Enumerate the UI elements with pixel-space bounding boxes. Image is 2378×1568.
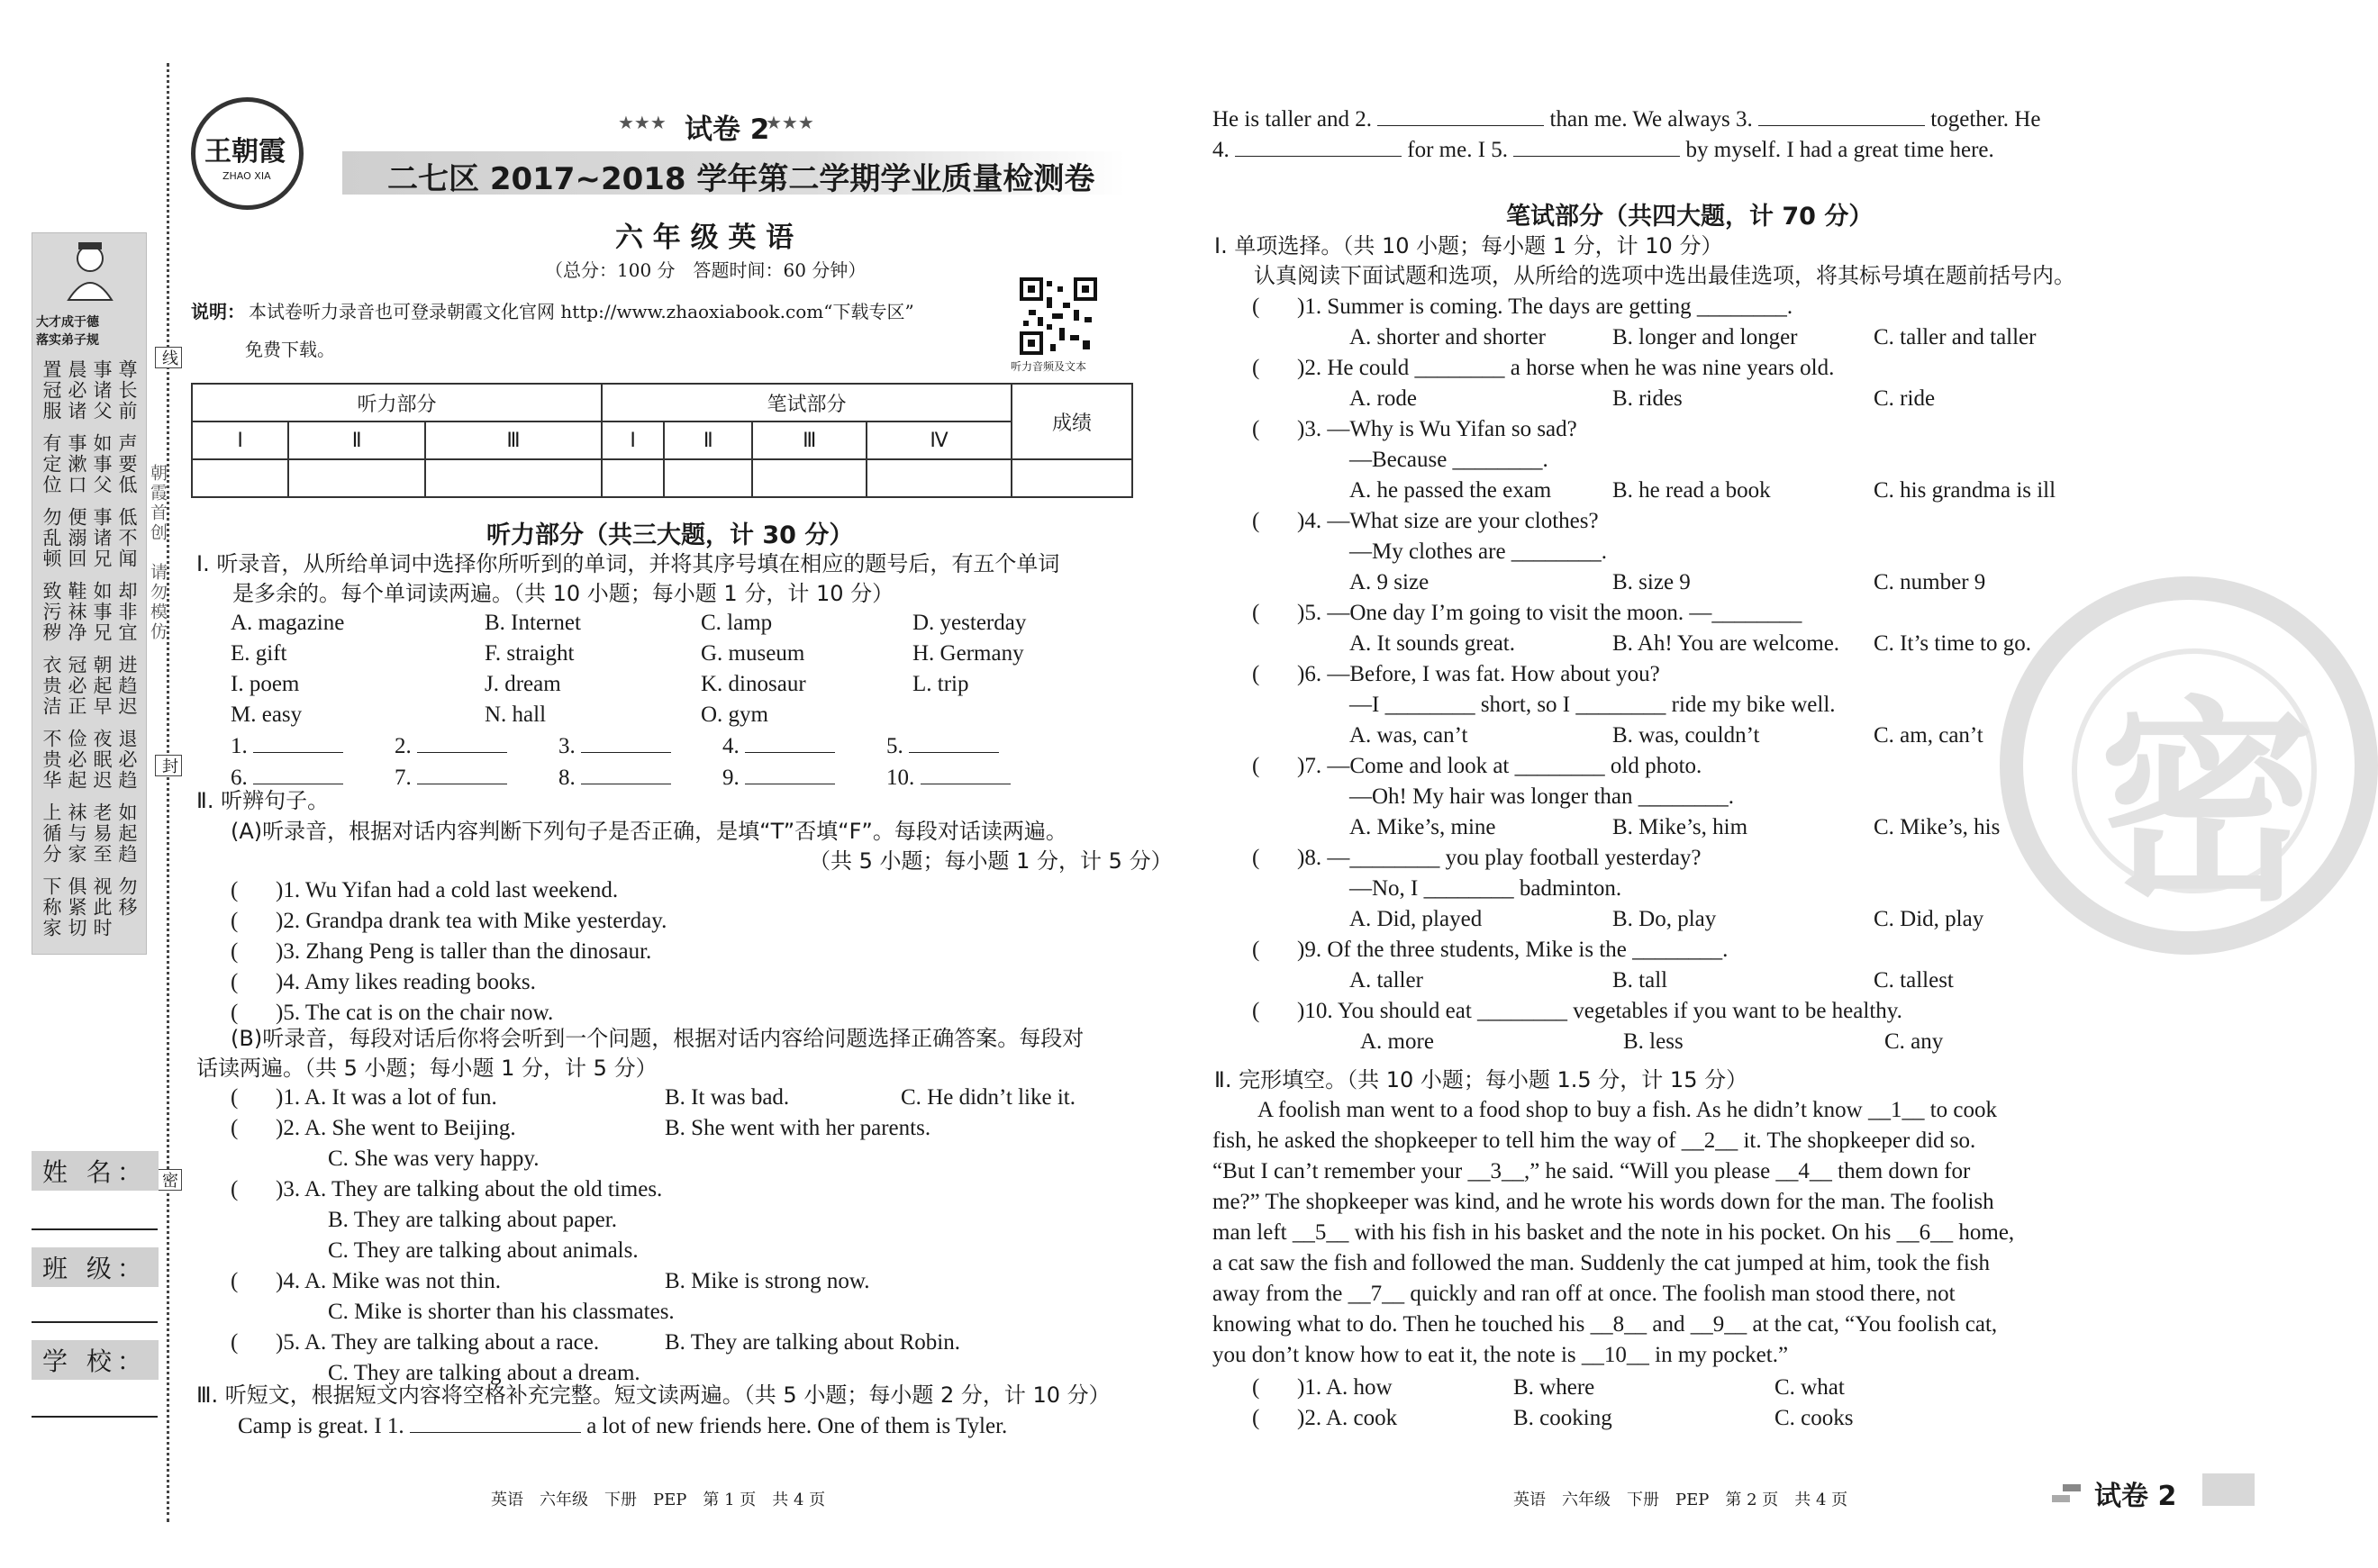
answer-paren[interactable]: ( [1252, 356, 1260, 380]
logo-subtext: ZHAO XIA [222, 170, 271, 182]
binding-dotted-line [167, 63, 169, 1522]
word-row [231, 700, 1131, 730]
mc-option: C. They are talking about a dream. [328, 1361, 640, 1385]
motto-column: 置冠服 [41, 359, 62, 421]
table-col-header: Ⅱ [288, 421, 425, 459]
passage-blank[interactable] [1513, 134, 1680, 157]
instruction: (B)听录音，每段对话后你将会听到一个问题，根据对话内容给问题选择正确答案。每段对 [231, 1026, 1085, 1051]
motto-column: 事诸父 [91, 359, 113, 421]
table-col-header: Ⅰ [602, 421, 664, 459]
word-option: B. Internet [485, 611, 581, 635]
choice-question: ( )6. —Before, I was fat. How about you? [1252, 659, 2171, 690]
name-label: 姓 名： [32, 1151, 159, 1191]
motto-column: 勿移 [116, 876, 138, 918]
motto-line: 落实弟子规 [36, 333, 99, 348]
score-cell[interactable] [1012, 459, 1132, 497]
motto-column: 俱紧切 [66, 876, 87, 938]
motto-column: 尊长前 [116, 359, 138, 421]
logo-text: 王朝霞 [204, 136, 286, 168]
motto-line: 大才成于德 [36, 315, 99, 330]
motto-column: 鞋袜净 [66, 581, 87, 643]
paper-tag-bottom: 试卷 2 [2094, 1481, 2177, 1512]
option-a[interactable]: A. was, can’t [1349, 723, 1468, 748]
option-b[interactable]: B. Ah! You are welcome. [1612, 631, 1840, 656]
subject-title: 六 年 级 英 语 [615, 222, 794, 254]
option-a[interactable]: A. It sounds great. [1349, 631, 1515, 656]
motto-panel [32, 232, 147, 955]
question-title: Ⅰ. 听录音，从所给单词中选择你所听到的单词，并将其序号填在相应的题号后，有五个单词 [196, 551, 1060, 576]
table-col-header: Ⅳ [867, 421, 1012, 459]
table-header-total: 成绩 [1012, 384, 1132, 459]
cloze-line: man left __5__ with his fish in his basket and the note in his pocket. On his __6__ home, [1212, 1220, 2015, 1245]
answer-blank[interactable]: 9. [722, 762, 886, 793]
choice-question-line: —Oh! My hair was longer than ________. [1349, 784, 1735, 809]
score-cell[interactable] [664, 459, 752, 497]
mc-option: B. They are talking about paper. [328, 1208, 617, 1232]
choice-options [1252, 904, 2171, 935]
motto-column: 事漱口 [66, 433, 87, 495]
question-title: Ⅱ. 听辨句子。 [196, 788, 330, 813]
mc-item: ( )1. A. It was a lot of fun. B. It was bad. C. He didn’t like it. [231, 1085, 1076, 1110]
table-col-header: Ⅱ [664, 421, 752, 459]
instruction: (A)听录音，根据对话内容判断下列句子是否正确，是填“T”否填“F”。每段对话读两遍。 [231, 819, 1067, 844]
choice-question: ( )8. —________ you play football yesterday? [1252, 843, 2171, 874]
cloze-line: you don’t know how to eat it, the note is __10__ in my pocket.” [1212, 1343, 1789, 1367]
school-field[interactable] [32, 1414, 158, 1418]
option-a[interactable]: )1. A. how [1297, 1375, 1393, 1400]
choice-options [1252, 384, 2171, 414]
option-b[interactable]: B. less [1623, 1029, 1684, 1054]
motto-column: 勿乱顿 [41, 507, 62, 569]
option-b[interactable]: B. tall [1612, 968, 1668, 992]
tf-item: ( )1. Wu Yifan had a cold last weekend. [231, 878, 619, 902]
motto-column: 袜与家 [66, 802, 87, 865]
choice-question: ( )10. You should eat ________ vegetables if you want to be healthy. [1252, 996, 2171, 1027]
answer-blank[interactable]: 2. [395, 730, 558, 762]
page-title: 二七区 2017~2018 学年第二学期学业质量检测卷 [387, 161, 1095, 197]
note-text-2: 免费下载。 [245, 339, 335, 360]
word-list [231, 608, 1131, 793]
writing-heading: 笔试部分（共四大题，计 70 分） [1506, 203, 1874, 231]
motto-columns [40, 359, 141, 945]
tf-item: ( )5. The cat is on the chair now. [231, 1001, 554, 1025]
cloze-choice [1252, 1403, 2171, 1434]
choice-question: ( )1. Summer is coming. The days are getting ________. [1252, 292, 2171, 322]
option-c[interactable]: C. cooks [1774, 1406, 1854, 1430]
word-option: K. dinosaur [701, 672, 806, 696]
option-a[interactable]: A. he passed the exam [1349, 478, 1552, 503]
choice-options [1252, 812, 2171, 843]
choice-question-line: —Because ________. [1349, 448, 1548, 472]
word-row [231, 608, 1131, 639]
motto-column: 如事父 [91, 433, 113, 495]
choice-options [1252, 629, 2171, 659]
motto-column: 不贵华 [41, 729, 62, 791]
mc-items-b [231, 1083, 1140, 1389]
option-b[interactable]: B. Mike’s, him [1612, 815, 1748, 839]
option-c[interactable]: C. any [1884, 1029, 1944, 1054]
choice-question-line: —No, I ________ badminton. [1349, 876, 1622, 901]
answer-paren[interactable]: ( [1252, 938, 1260, 962]
word-row [231, 669, 1131, 700]
answer-blank[interactable]: 3. [558, 730, 722, 762]
option-c[interactable]: C. ride [1874, 386, 1936, 411]
note-text: 本试卷听力录音也可登录朝霞文化官网 http://www.zhaoxiabook.com“下载专区” [249, 301, 914, 322]
word-option: M. easy [231, 702, 303, 727]
answer-paren[interactable]: ( [1252, 1406, 1260, 1430]
mc-item: ( )3. A. They are talking about the old times. [231, 1177, 663, 1201]
instruction: 话读两遍。（共 5 小题；每小题 1 分，计 5 分） [196, 1056, 658, 1081]
option-b[interactable]: B. longer and longer [1612, 325, 1798, 349]
name-field[interactable] [32, 1227, 158, 1230]
table-col-header: Ⅲ [752, 421, 867, 459]
passage-blank[interactable] [1235, 134, 1402, 157]
passage-line: He is taller and 2. than me. We always 3. together. He [1212, 104, 2040, 135]
vertical-note: 朝霞首创 [148, 464, 168, 543]
word-option: J. dream [485, 672, 561, 696]
choice-question: ( )9. Of the three students, Mike is the ________. [1252, 935, 2171, 965]
mc-item: ( )4. A. Mike was not thin. B. Mike is strong now. [231, 1269, 870, 1293]
answer-paren[interactable]: ( [1252, 662, 1260, 686]
footer-right: 英语 六年级 下册 PEP 第 2 页 共 4 页 [1513, 1491, 1848, 1509]
table-header-writing: 笔试部分 [602, 384, 1012, 421]
word-option: A. magazine [231, 611, 345, 635]
single-choice-list [1252, 292, 2171, 1057]
passage-blank[interactable] [1758, 104, 1925, 126]
word-option: H. Germany [912, 641, 1024, 666]
score-cell[interactable] [602, 459, 664, 497]
motto-column: 朝起早 [91, 655, 113, 717]
star-decor-icon: ★★★ [618, 112, 667, 133]
option-c[interactable]: C. his grandma is ill [1874, 478, 2056, 503]
choice-question: ( )2. He could ________ a horse when he was nine years old. [1252, 353, 2171, 384]
choice-question-line: —My clothes are ________. [1349, 539, 1608, 564]
motto-column: 衣贵洁 [41, 655, 62, 717]
cloze-passage [1212, 1095, 2153, 1371]
tf-items [231, 875, 667, 1029]
footer-left: 英语 六年级 下册 PEP 第 1 页 共 4 页 [491, 1491, 826, 1509]
table-col-header: Ⅰ [192, 421, 288, 459]
answer-blank[interactable]: 7. [395, 762, 558, 793]
motto-column: 有定位 [41, 433, 62, 495]
passage-line: 4. for me. I 5. by myself. I had a great time here. [1212, 134, 1994, 166]
cut-label: 线 [155, 347, 182, 368]
score-cell[interactable] [192, 459, 288, 497]
option-c[interactable]: C. number 9 [1874, 570, 1986, 594]
word-option: O. gym [701, 702, 768, 727]
question-title: 是多余的。每个单词读两遍。（共 10 小题；每小题 1 分，计 10 分） [232, 581, 894, 606]
vertical-note: 请勿模仿 [148, 563, 168, 642]
question-title: Ⅱ. 完形填空。（共 10 小题；每小题 1.5 分，计 15 分） [1214, 1067, 1748, 1092]
mc-option: C. Mike is shorter than his classmates. [328, 1300, 675, 1324]
motto-column: 便溺回 [66, 507, 87, 569]
word-option: D. yesterday [912, 611, 1027, 635]
question-title: Ⅲ. 听短文，根据短文内容将空格补充完整。短文读两遍。（共 5 小题；每小题 2 分，计 10 分） [196, 1382, 1111, 1408]
qr-code-icon[interactable] [1020, 277, 1097, 355]
option-b[interactable]: B. where [1513, 1375, 1595, 1400]
score-table [191, 383, 1133, 498]
option-b[interactable]: B. rides [1612, 386, 1683, 411]
star-decor-icon: ★★★ [766, 112, 814, 133]
question-title: Ⅰ. 单项选择。（共 10 小题；每小题 1 分，计 10 分） [1214, 233, 1723, 258]
word-option: L. trip [912, 672, 969, 696]
choice-question: ( )7. —Come and look at ________ old photo. [1252, 751, 2171, 782]
option-a[interactable]: A. rode [1349, 386, 1417, 411]
tf-item: ( )3. Zhang Peng is taller than the dinosaur. [231, 939, 652, 964]
motto-column: 晨必诸 [66, 359, 87, 421]
cloze-line: A foolish man went to a food shop to buy a fish. As he didn’t know __1__ to cook [1257, 1098, 1998, 1122]
cloze-line: fish, he asked the shopkeeper to tell him the way of __2__ it. The shopkeeper did so. [1212, 1128, 1976, 1153]
choice-question: ( )5. —One day I’m going to visit the moon. —________ [1252, 598, 2171, 629]
score-cell[interactable] [867, 459, 1012, 497]
answer-paren[interactable]: ( [1252, 754, 1260, 778]
qr-caption: 听力音频及文本 [1011, 360, 1087, 373]
class-field[interactable] [32, 1319, 158, 1323]
motto-column: 却非宜 [116, 581, 138, 643]
motto-column: 退必趋 [116, 729, 138, 791]
option-c[interactable]: C. It’s time to go. [1874, 631, 2031, 656]
option-a[interactable]: A. more [1360, 1029, 1434, 1054]
cloze-line: knowing what to do. Then he touched his __8__ and __9__ at the cat, “You foolish cat, [1212, 1312, 1998, 1337]
tf-item: ( )2. Grandpa drank tea with Mike yesterday. [231, 909, 667, 933]
publisher-logo [191, 97, 304, 210]
score-cell[interactable] [425, 459, 602, 497]
option-c[interactable]: C. Mike’s, his [1874, 815, 2001, 839]
word-option: C. lamp [701, 611, 773, 635]
choice-options [1252, 567, 2171, 598]
word-option: N. hall [485, 702, 547, 727]
answer-paren[interactable]: ( [1252, 509, 1260, 533]
note-label: 说明： [191, 301, 245, 322]
answer-blank[interactable]: 8. [558, 762, 722, 793]
word-option: I. poem [231, 672, 300, 696]
cloze-line: me?” The shopkeeper was kind, and he wrote his words down for the man. The foolish [1212, 1190, 1994, 1214]
choice-question: ( )3. —Why is Wu Yifan so sad? [1252, 414, 2171, 445]
table-header-listening: 听力部分 [192, 384, 602, 421]
option-b[interactable]: B. Do, play [1612, 907, 1717, 931]
choice-options [1252, 721, 2171, 751]
option-c[interactable]: C. tallest [1874, 968, 1954, 992]
motto-column: 如起趋 [116, 802, 138, 865]
word-option: F. straight [485, 641, 575, 666]
cloze-choice [1252, 1373, 2171, 1403]
choice-options [1252, 1027, 2171, 1057]
tf-item: ( )4. Amy likes reading books. [231, 970, 536, 994]
instruction-score: （共 5 小题；每小题 1 分，计 5 分） [809, 848, 1173, 874]
motto-column: 俭必起 [66, 729, 87, 791]
option-b[interactable]: B. he read a book [1612, 478, 1771, 503]
answer-paren[interactable]: ( [1252, 295, 1260, 319]
option-a[interactable]: A. shorter and shorter [1349, 325, 1546, 349]
motto-column: 冠必正 [66, 655, 87, 717]
paper-tag: 试卷 2 [685, 113, 770, 146]
cloze-choice-list [1252, 1373, 2171, 1434]
option-a[interactable]: )2. A. cook [1297, 1406, 1398, 1430]
answer-blank[interactable]: 5. [886, 730, 999, 762]
passage-line: Camp is great. I 1. a lot of new friends here. One of them is Tyler. [238, 1410, 1007, 1442]
score-cell[interactable] [752, 459, 867, 497]
answer-blank-row [231, 730, 1131, 762]
choice-options [1252, 322, 2171, 353]
answer-paren[interactable]: ( [1252, 601, 1260, 625]
mc-option: C. They are talking about animals. [328, 1238, 639, 1263]
choice-options [1252, 965, 2171, 996]
scholar-figure-icon [55, 239, 125, 302]
motto-column: 老易至 [91, 802, 113, 865]
choice-options [1252, 476, 2171, 506]
choice-question: ( )4. —What size are your clothes? [1252, 506, 2171, 537]
mc-item: ( )5. A. They are talking about a race. B. They are talking about Robin. [231, 1330, 960, 1355]
option-b[interactable]: B. was, couldn’t [1612, 723, 1760, 748]
option-a[interactable]: A. taller [1349, 968, 1423, 992]
answer-paren[interactable]: ( [1252, 846, 1260, 870]
answer-blank[interactable]: 1. [231, 730, 395, 762]
mc-item: ( )2. A. She went to Beijing. B. She went with her parents. [231, 1116, 931, 1140]
answer-paren[interactable]: ( [1252, 1375, 1260, 1400]
motto-column: 低不闻 [116, 507, 138, 569]
listening-heading: 听力部分（共三大题，计 30 分） [486, 521, 854, 549]
answer-blank[interactable]: 10. [886, 762, 1011, 793]
option-c[interactable]: C. Did, play [1874, 907, 1984, 931]
choice-question-line: —I ________ short, so I ________ ride my bike well. [1349, 693, 1836, 717]
cut-label: 密 [155, 1169, 182, 1191]
motto-column: 视此时 [91, 876, 113, 938]
instruction: 认真阅读下面试题和选项，从所给的选项中选出最佳选项，将其标号填在题前括号内。 [1254, 263, 2075, 288]
answer-paren[interactable]: ( [1252, 999, 1260, 1023]
answer-paren[interactable]: ( [1252, 417, 1260, 441]
passage-blank[interactable] [410, 1410, 581, 1433]
motto-column: 下称家 [41, 876, 62, 938]
class-label: 班 级： [32, 1247, 159, 1287]
cloze-line: a cat saw the fish and followed the man. Suddenly the cat jumped at him, took the fish [1212, 1251, 1990, 1275]
cloze-line: “But I can’t remember your __3__,” he said. “Will you please __4__ them down for [1212, 1159, 1971, 1183]
option-c[interactable]: C. am, can’t [1874, 723, 1983, 748]
motto-column: 上循分 [41, 802, 62, 865]
option-b[interactable]: B. size 9 [1612, 570, 1691, 594]
answer-blank[interactable]: 6. [231, 762, 395, 793]
motto-column: 夜眠迟 [91, 729, 113, 791]
tag-decor [2052, 1495, 2070, 1502]
word-option: E. gift [231, 641, 287, 666]
motto-column: 致污秽 [41, 581, 62, 643]
answer-blank-row [231, 762, 1131, 793]
tag-decor [2202, 1473, 2255, 1506]
seal-stamp-char: 密 [2099, 678, 2316, 930]
score-info: （总分：100 分 答题时间：60 分钟） [545, 259, 867, 281]
word-option: G. museum [701, 641, 805, 666]
option-b[interactable]: B. cooking [1513, 1406, 1612, 1430]
table-col-header: Ⅲ [425, 421, 602, 459]
option-c[interactable]: C. taller and taller [1874, 325, 2037, 349]
school-label: 学 校： [32, 1340, 159, 1380]
answer-blank[interactable]: 4. [722, 730, 886, 762]
option-a[interactable]: A. Mike’s, mine [1349, 815, 1496, 839]
word-row [231, 639, 1131, 669]
score-cell[interactable] [288, 459, 425, 497]
tag-decor [2063, 1484, 2081, 1491]
passage-blank[interactable] [1377, 104, 1544, 126]
cloze-line: away from the __7__ quickly and ran off at once. The foolish man stood there, not [1212, 1282, 1956, 1306]
option-a[interactable]: A. 9 size [1349, 570, 1430, 594]
motto-column: 如事兄 [91, 581, 113, 643]
option-c[interactable]: C. what [1774, 1375, 1845, 1400]
cut-label: 封 [155, 755, 182, 776]
motto-column: 进趋迟 [116, 655, 138, 717]
motto-column: 声要低 [116, 433, 138, 495]
motto-column: 事诸兄 [91, 507, 113, 569]
mc-option: C. She was very happy. [328, 1147, 540, 1171]
option-a[interactable]: A. Did, played [1349, 907, 1483, 931]
